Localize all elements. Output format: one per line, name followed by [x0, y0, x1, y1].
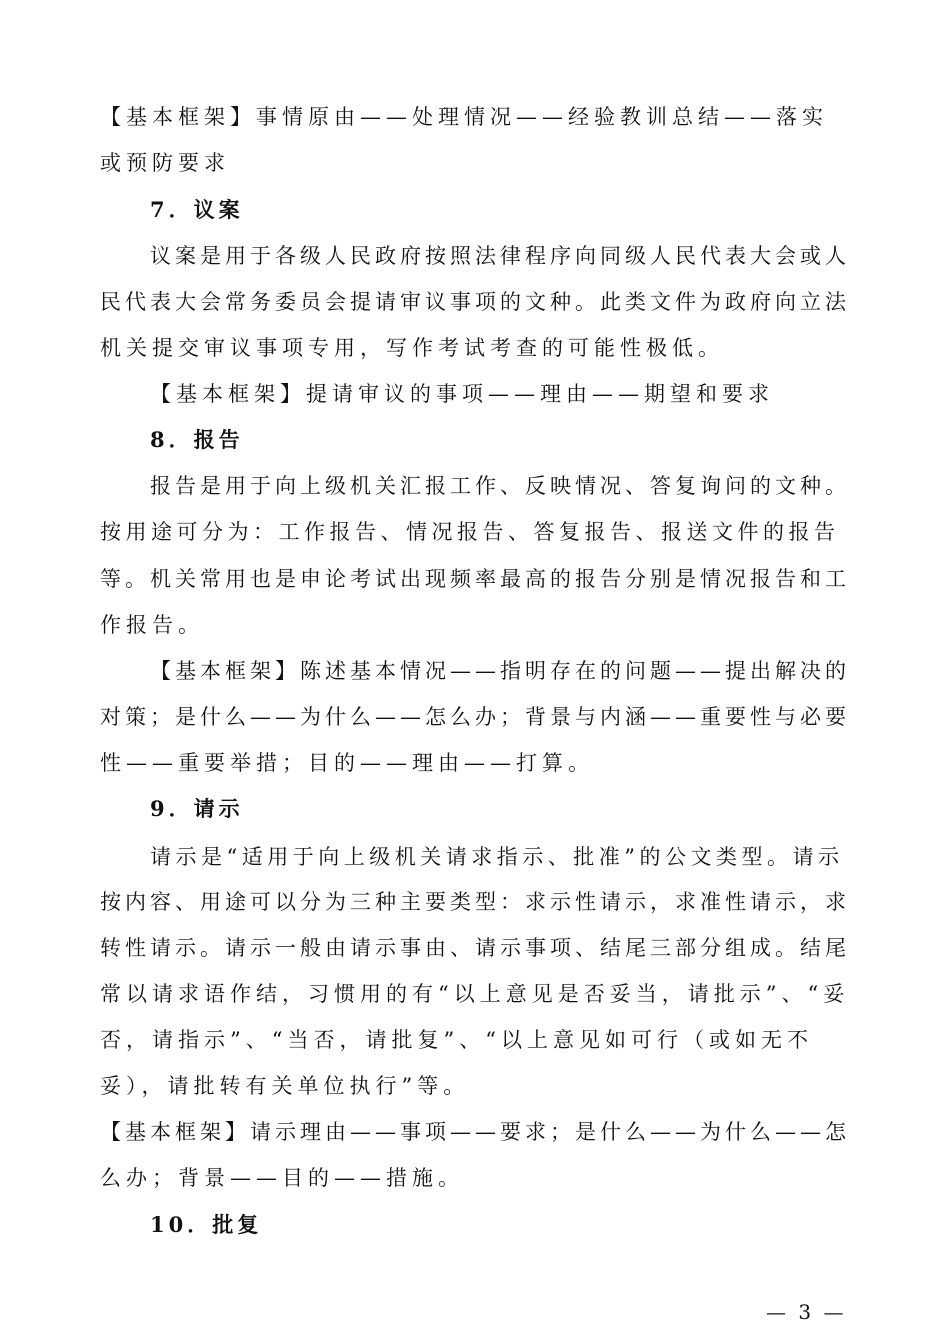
- section-heading-8: 8．报告: [150, 427, 244, 452]
- text-line: 按用途可分为：工作报告、情况报告、答复报告、报送文件的报告: [100, 520, 840, 544]
- text-line: 否，请指示”、“当否，请批复”、“以上意见如可行（或如无不: [100, 1028, 813, 1052]
- text-line: 机关提交审议事项专用，写作考试考查的可能性极低。: [100, 336, 724, 360]
- section-heading-9: 9．请示: [150, 796, 244, 821]
- text-line: 或预防要求: [100, 151, 230, 175]
- text-line: 作报告。: [100, 613, 204, 637]
- text-line: 常以请求语作结，习惯用的有“以上意见是否妥当，请批示”、“妥: [100, 982, 850, 1006]
- framework-line: 【基本框架】事情原由——处理情况——经验教训总结——落实: [100, 105, 828, 129]
- page-number: — 3 —: [766, 1300, 847, 1324]
- section-heading-7: 7．议案: [150, 197, 244, 222]
- text-line: 妥），请批转有关单位执行”等。: [100, 1074, 470, 1098]
- text-line: 议案是用于各级人民政府按照法律程序向同级人民代表大会或人: [150, 244, 850, 268]
- text-line: 民代表大会常务委员会提请审议事项的文种。此类文件为政府向立法: [100, 290, 850, 314]
- text-line: 性——重要举措；目的——理由——打算。: [100, 751, 594, 775]
- section-heading-10: 10．批复: [150, 1212, 263, 1237]
- text-line: 报告是用于向上级机关汇报工作、反映情况、答复询问的文种。: [150, 474, 850, 498]
- text-line: 转性请示。请示一般由请示事由、请示事项、结尾三部分组成。结尾: [100, 936, 850, 960]
- text-line: 按内容、用途可以分为三种主要类型：求示性请示，求准性请示，求: [100, 890, 850, 914]
- framework-line: 【基本框架】陈述基本情况——指明存在的问题——提出解决的: [150, 659, 850, 683]
- framework-line: 【基本框架】请示理由——事项——要求；是什么——为什么——怎: [100, 1120, 850, 1144]
- text-line: 等。机关常用也是申论考试出现频率最高的报告分别是情况报告和工: [100, 567, 850, 591]
- framework-line: 【基本框架】提请审议的事项——理由——期望和要求: [150, 382, 774, 406]
- text-line: 请示是“适用于向上级机关请求指示、批准”的公文类型。请示: [150, 845, 844, 869]
- text-line: 对策；是什么——为什么——怎么办；背景与内涵——重要性与必要: [100, 705, 850, 729]
- text-line: 么办；背景——目的——措施。: [100, 1166, 464, 1190]
